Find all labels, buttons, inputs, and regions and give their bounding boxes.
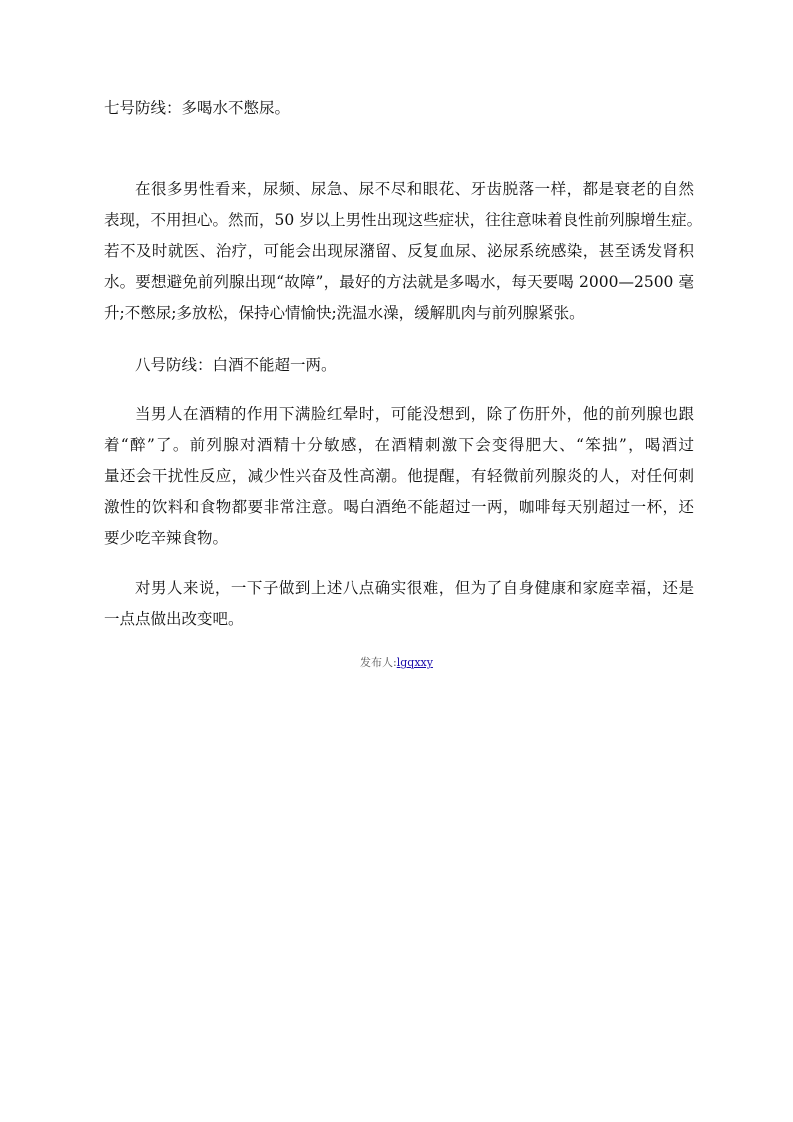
publisher-label: 发布人:: [360, 656, 397, 669]
paragraph-line: 激性的饮料和食物都要非常注意。喝白酒绝不能超过一两，咖啡每天别超过一杯，还: [104, 498, 694, 516]
paragraph-line: 当男人在酒精的作用下满脸红晕时，可能没想到，除了伤肝外，他的前列腺也跟: [135, 405, 694, 423]
paragraph-line: 量还会干扰性反应，减少性兴奋及性高潮。他提醒，有轻微前列腺炎的人，对任何刺: [104, 467, 694, 485]
section-heading-8: 八号防线：白酒不能超一两。: [135, 356, 337, 374]
paragraph-line: 着“醉”了。前列腺对酒精十分敏感，在酒精刺激下会变得肥大、“笨拙”，喝酒过: [104, 436, 694, 454]
paragraph-line: 水。要想避免前列腺出现“故障”，最好的方法就是多喝水，每天要喝 2000—2500 毫: [104, 273, 694, 291]
paragraph-line: 表现，不用担心。然而，50 岁以上男性出现这些症状，往往意味着良性前列腺增生症。: [104, 211, 703, 229]
publisher-footer: [0, 654, 793, 670]
section-heading-7: 七号防线：多喝水不憋尿。: [104, 99, 291, 117]
paragraph-line: 一点点做出改变吧。: [104, 610, 244, 628]
publisher-link[interactable]: lgqxxy: [396, 656, 433, 669]
paragraph-line: 若不及时就医、治疗，可能会出现尿潴留、反复血尿、泌尿系统感染，甚至诱发肾积: [104, 242, 694, 260]
paragraph-line: 在很多男性看来，尿频、尿急、尿不尽和眼花、牙齿脱落一样，都是衰老的自然: [135, 180, 694, 198]
paragraph-line: 升;不憋尿;多放松，保持心情愉快;洗温水澡，缓解肌肉与前列腺紧张。: [104, 304, 585, 322]
paragraph-line: 要少吃辛辣食物。: [104, 529, 229, 547]
paragraph-line: 对男人来说，一下子做到上述八点确实很难，但为了自身健康和家庭幸福，还是: [135, 579, 694, 597]
